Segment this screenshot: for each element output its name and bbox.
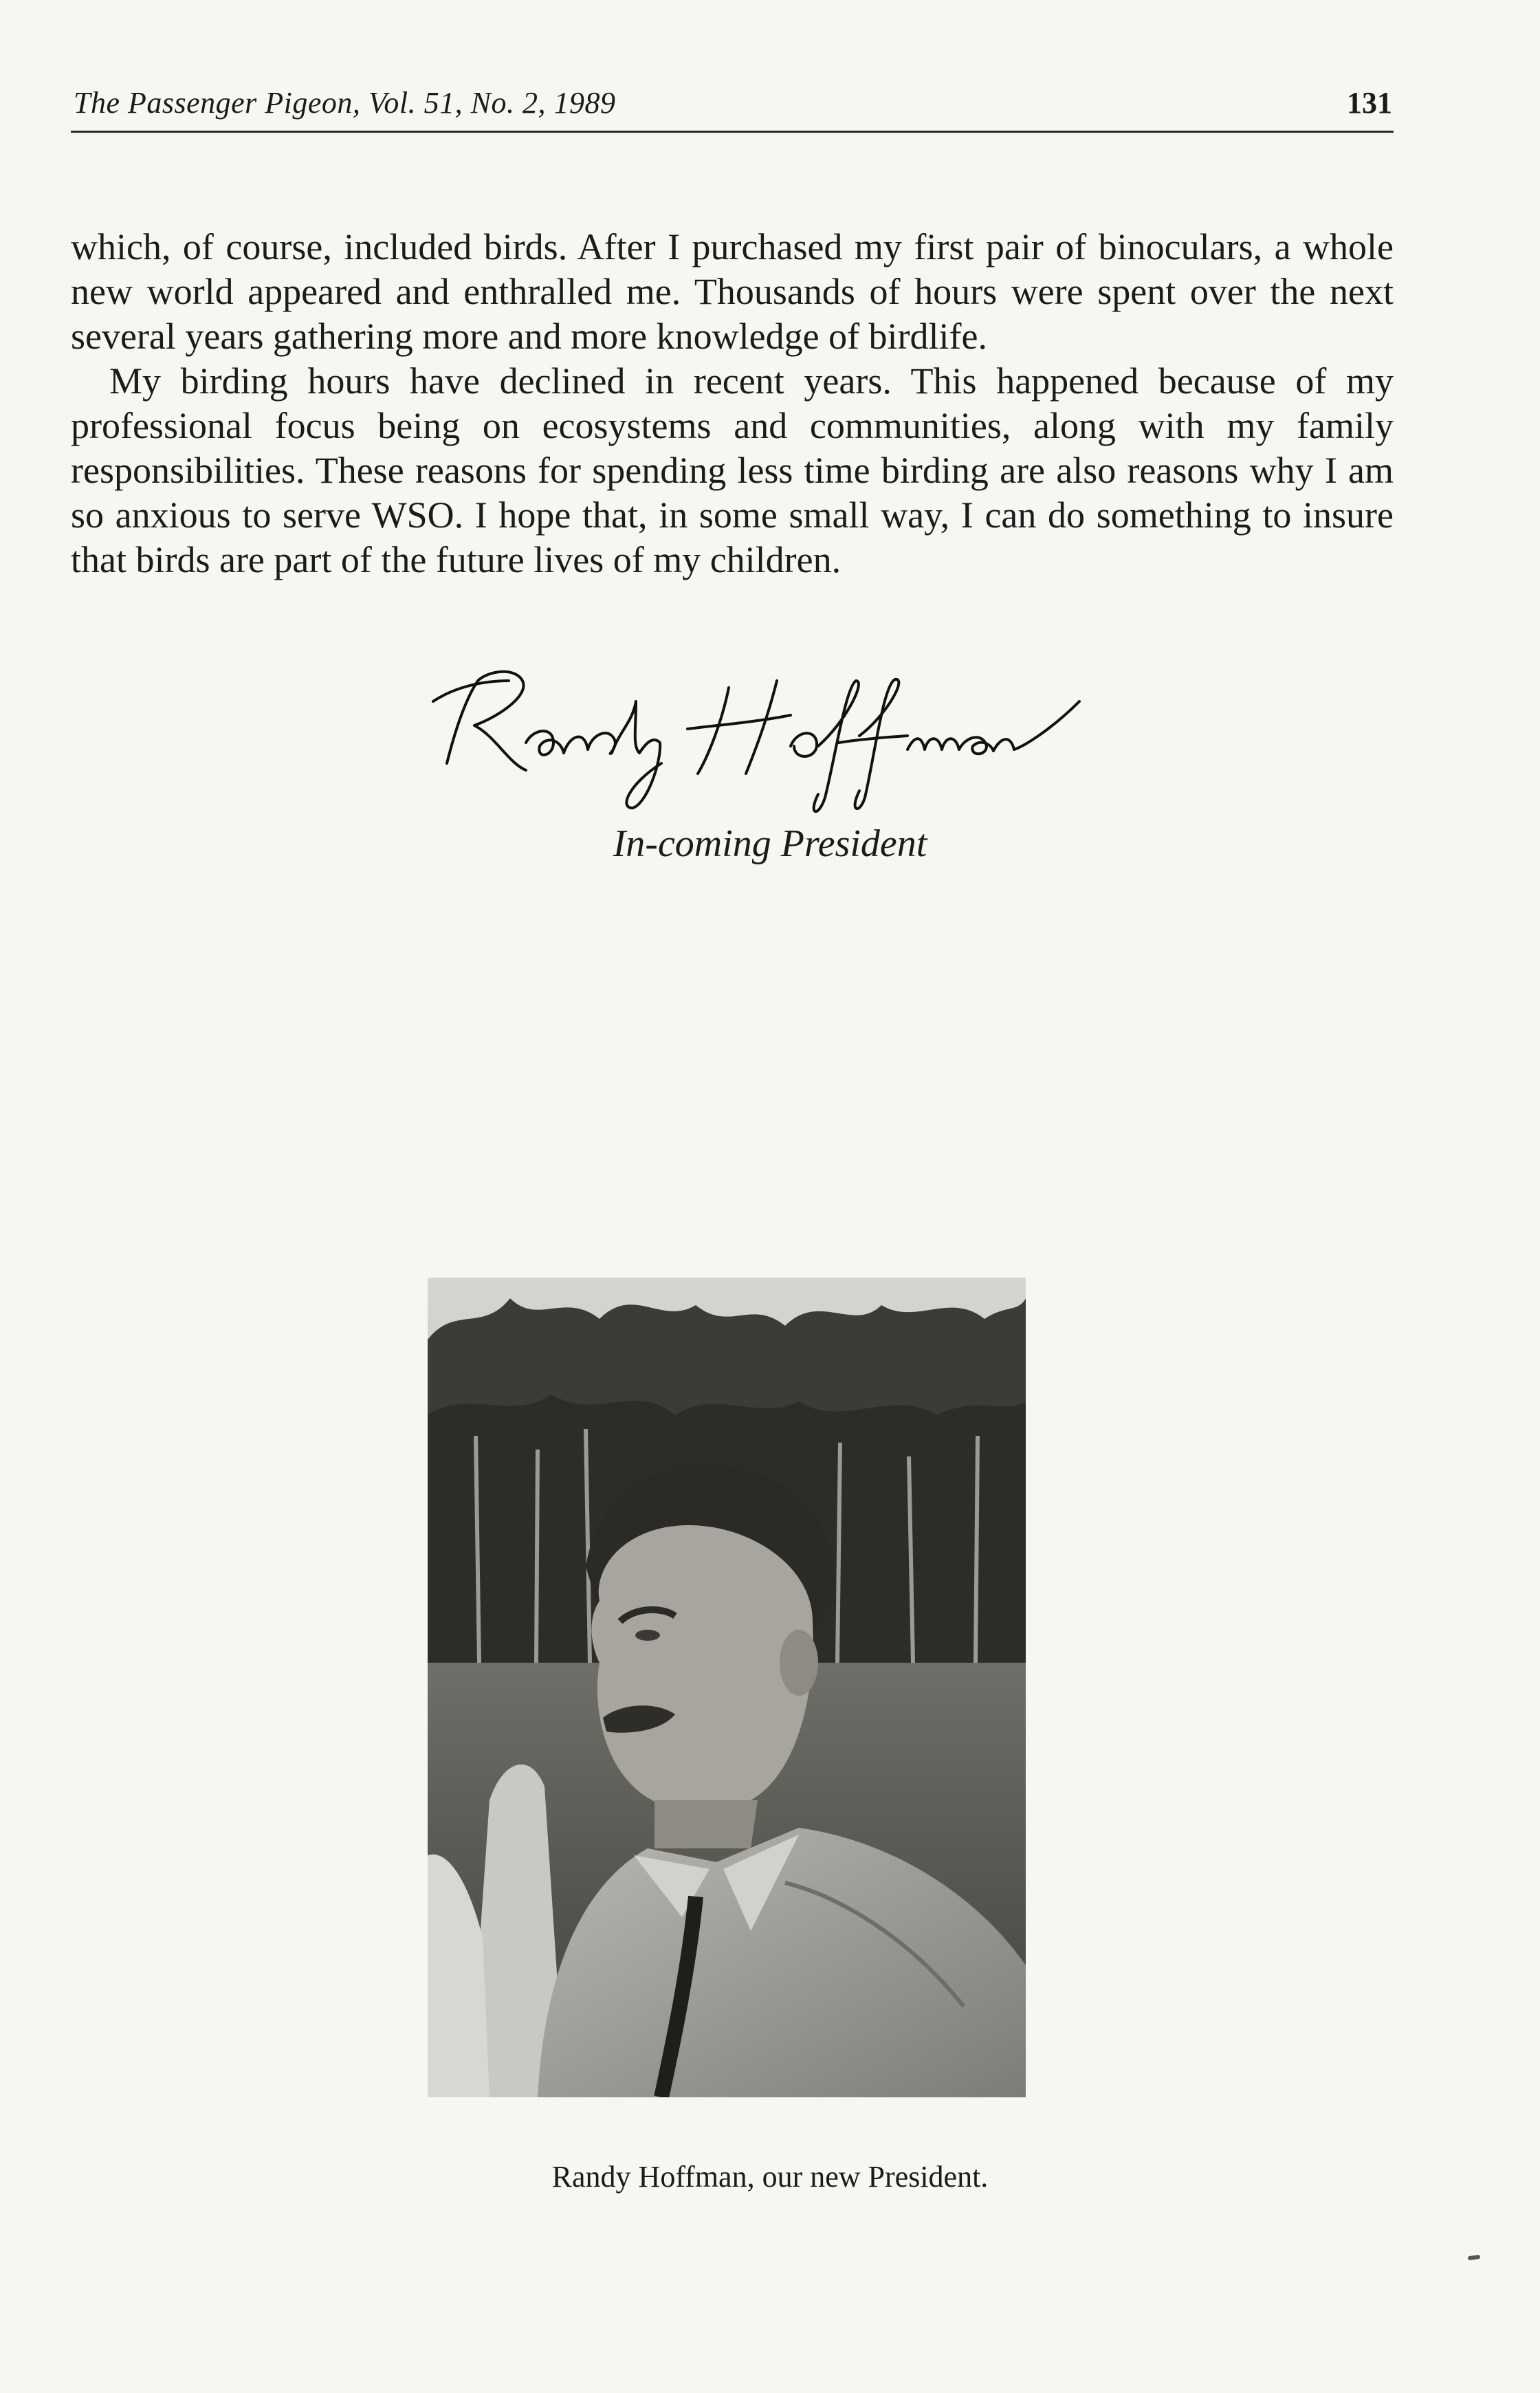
running-head xyxy=(71,81,1394,133)
journal-citation: The Passenger Pigeon, Vol. 51, No. 2, 1989 xyxy=(74,86,616,120)
handwritten-signature xyxy=(406,660,1121,822)
page-number: 131 xyxy=(1347,86,1392,120)
figure-caption: Randy Hoffman, our new President. xyxy=(551,2160,989,2194)
article-body xyxy=(71,225,1394,582)
paragraph-birding-hours: My birding hours have declined in recent years. This happened because of my professional focus being on ecosystems and communities, along with my family responsibilities. These reasons for spending less time birding are also reasons why I am so anxious to serve WSO. I hope that, in some small way, I can do something to insure that birds are part of the future lives of my children. xyxy=(71,360,1394,580)
portrait-photo xyxy=(428,1278,1026,2097)
scan-mark xyxy=(1468,2255,1481,2260)
paragraph-continued: which, of course, included birds. After I purchased my first pair of binoculars, a whole new world appeared and enthralled me. Thousands of hours were spent over the next several years gathering more and more knowledge of birdlife. xyxy=(71,226,1394,357)
signoff-title: In-coming President xyxy=(613,822,927,865)
